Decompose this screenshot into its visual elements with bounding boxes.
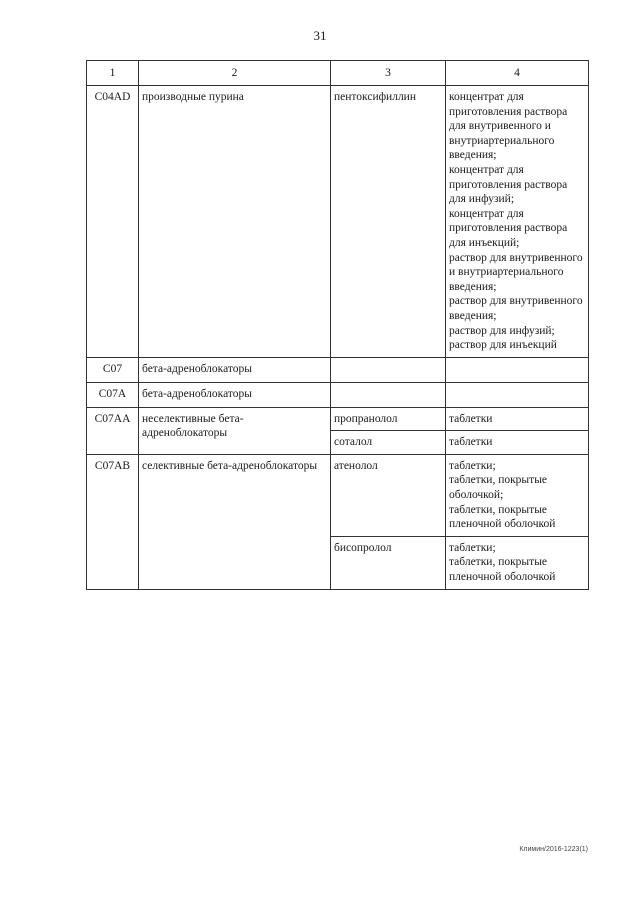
dosage-forms-cell: таблетки; таблетки, покрытые пленочной оболочкой bbox=[446, 536, 589, 589]
group-name-cell: бета-адреноблокаторы bbox=[139, 382, 331, 407]
atc-code-cell: C07AB bbox=[87, 454, 139, 589]
table-row-c07a bbox=[87, 382, 589, 407]
atc-code-cell: C07 bbox=[87, 357, 139, 382]
table-row-c04ad bbox=[87, 86, 589, 358]
drug-name-cell: атенолол bbox=[331, 454, 446, 536]
column-header-2: 2 bbox=[139, 61, 331, 86]
drug-name-cell bbox=[331, 357, 446, 382]
drug-name-cell: бисопролол bbox=[331, 536, 446, 589]
table-row-c07aa bbox=[87, 407, 589, 431]
page-number: 31 bbox=[313, 28, 327, 43]
dosage-forms-cell: таблетки bbox=[446, 431, 589, 455]
group-name-cell: селективные бета-адреноблокаторы bbox=[139, 454, 331, 589]
table-header-row bbox=[87, 61, 589, 86]
dosage-forms-cell bbox=[446, 382, 589, 407]
drug-name-cell: пентоксифиллин bbox=[331, 86, 446, 358]
table-row-c07ab bbox=[87, 454, 589, 536]
table-row-c07 bbox=[87, 357, 589, 382]
drug-name-cell: пропранолол bbox=[331, 407, 446, 431]
dosage-forms-cell: концентрат для приготовления раствора для внутривенного и внутриартериального введения; концентрат для приготовления раствора для инфузий; концентрат для приготовления раствора для инъекций; раствор для внутривенного и внутриартериального введения; раствор для внутривенного введения; раствор для инфузий; раствор для инъекций bbox=[446, 86, 589, 358]
drug-name-cell: соталол bbox=[331, 431, 446, 455]
group-name-cell: производные пурина bbox=[139, 86, 331, 358]
column-header-3: 3 bbox=[331, 61, 446, 86]
document-stamp: Климин/2016-1223(1) bbox=[519, 846, 588, 853]
atc-code-cell: C04AD bbox=[87, 86, 139, 358]
column-header-4: 4 bbox=[446, 61, 589, 86]
dosage-forms-cell: таблетки; таблетки, покрытые оболочкой; таблетки, покрытые пленочной оболочкой bbox=[446, 454, 589, 536]
column-header-1: 1 bbox=[87, 61, 139, 86]
drug-table bbox=[86, 60, 589, 590]
atc-code-cell: C07A bbox=[87, 382, 139, 407]
atc-code-cell: C07AA bbox=[87, 407, 139, 454]
group-name-cell: неселективные бета-адреноблокаторы bbox=[139, 407, 331, 454]
dosage-forms-cell bbox=[446, 357, 589, 382]
drug-name-cell bbox=[331, 382, 446, 407]
group-name-cell: бета-адреноблокаторы bbox=[139, 357, 331, 382]
dosage-forms-cell: таблетки bbox=[446, 407, 589, 431]
